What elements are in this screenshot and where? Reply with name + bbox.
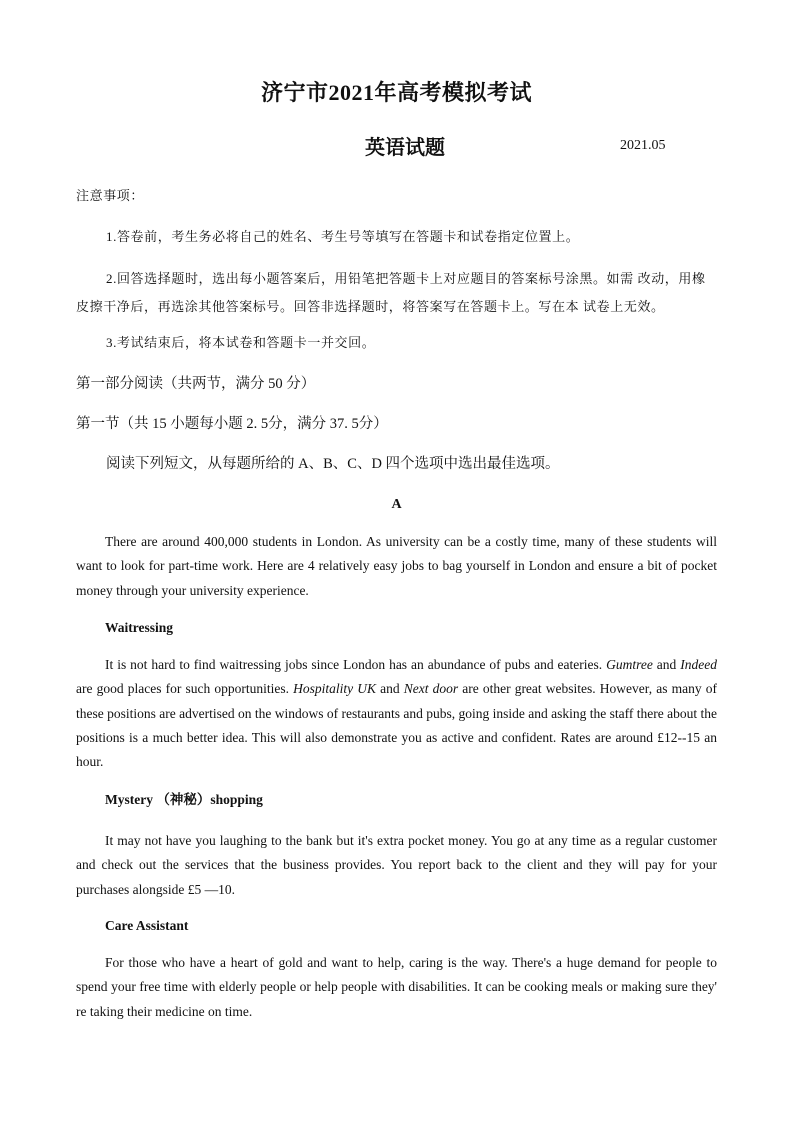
section-heading-care-assistant: Care Assistant xyxy=(105,918,189,933)
italic-site-name: Next door xyxy=(403,681,459,697)
section-heading-waitressing: Waitressing xyxy=(105,620,174,635)
body-text-segment: It is not hard to find waitressing jobs since London has an abundance of pubs and eateries. xyxy=(105,657,607,672)
reading-instruction: 阅读下列短文，从每题所给的 A、B、C、D 四个选项中选出最佳选项。 xyxy=(106,456,560,472)
part-heading: 第一部分阅读（共两节，满分 50 分） xyxy=(76,376,316,392)
italic-site-name: Indeed xyxy=(680,657,717,672)
italic-site-name: Hospitality UK xyxy=(293,681,376,697)
section-body-care-assistant xyxy=(76,951,717,1024)
italic-site-name: Gumtree xyxy=(606,657,653,672)
body-text-segment: and xyxy=(652,657,681,672)
body-text-segment: are good places for such opportunities. xyxy=(76,681,294,697)
notice-item-2: 2.回答选择题时，选出每小题答案后，用铅笔把答题卡上对应题目的答案标号涂黑。如需 改动，用橡皮擦干净后，再选涂其他答案标号。回答非选择题时，将答案写在答题卡上。写在本 试卷上无效。 xyxy=(76,271,706,314)
section-body-mystery-shopping xyxy=(76,829,717,902)
notice-heading: 注意事项： xyxy=(76,188,145,203)
section-heading-mystery-shopping: Mystery （神秘）shopping xyxy=(105,792,263,807)
exam-subtitle: 英语试题 xyxy=(365,137,445,159)
passage-letter: A xyxy=(391,497,402,512)
exam-date: 2021.05 xyxy=(620,138,666,153)
section-body-waitressing xyxy=(76,653,717,774)
body-text-segment: and xyxy=(375,681,404,697)
exam-title: 济宁市2021年高考模拟考试 xyxy=(260,80,532,105)
passage-intro: There are around 400,000 students in London. As university can be a costly time, many of these students will want to look for part-time work. Here are 4 relatively easy jobs to bag yourself in London and ensure a bit of pocket money through your university experience. xyxy=(76,534,717,598)
section-heading: 第一节（共 15 小题每小题 2. 5分，满分 37. 5分） xyxy=(76,416,388,432)
body-text-segment: are other great websites. However, as many of these positions are advertised on the windows of restaurants and pubs, going inside and asking the staff there about the positions is a much better idea. This will also demonstrate you as active and confident. Rates are around £12--15 an hour. xyxy=(76,681,717,770)
notice-item-1: 1.答卷前，考生务必将自己的姓名、考生号等填写在答题卡和试卷指定位置上。 xyxy=(106,229,580,244)
body-text-segment: It may not have you laughing to the bank but it's extra pocket money. You go at any time as a regular customer and check out the services that the business provides. You report back to the client and they will pay for your purchases alongside £5 —10. xyxy=(76,833,717,897)
body-text-segment: For those who have a heart of gold and want to help, caring is the way. There's a huge demand for people to spend your free time with elderly people or help people with disabilities. It can be cooking meals or making sure they' re taking their medicine on time. xyxy=(76,955,717,1019)
notice-item-3: 3.考试结束后，将本试卷和答题卡一并交回。 xyxy=(106,335,376,350)
